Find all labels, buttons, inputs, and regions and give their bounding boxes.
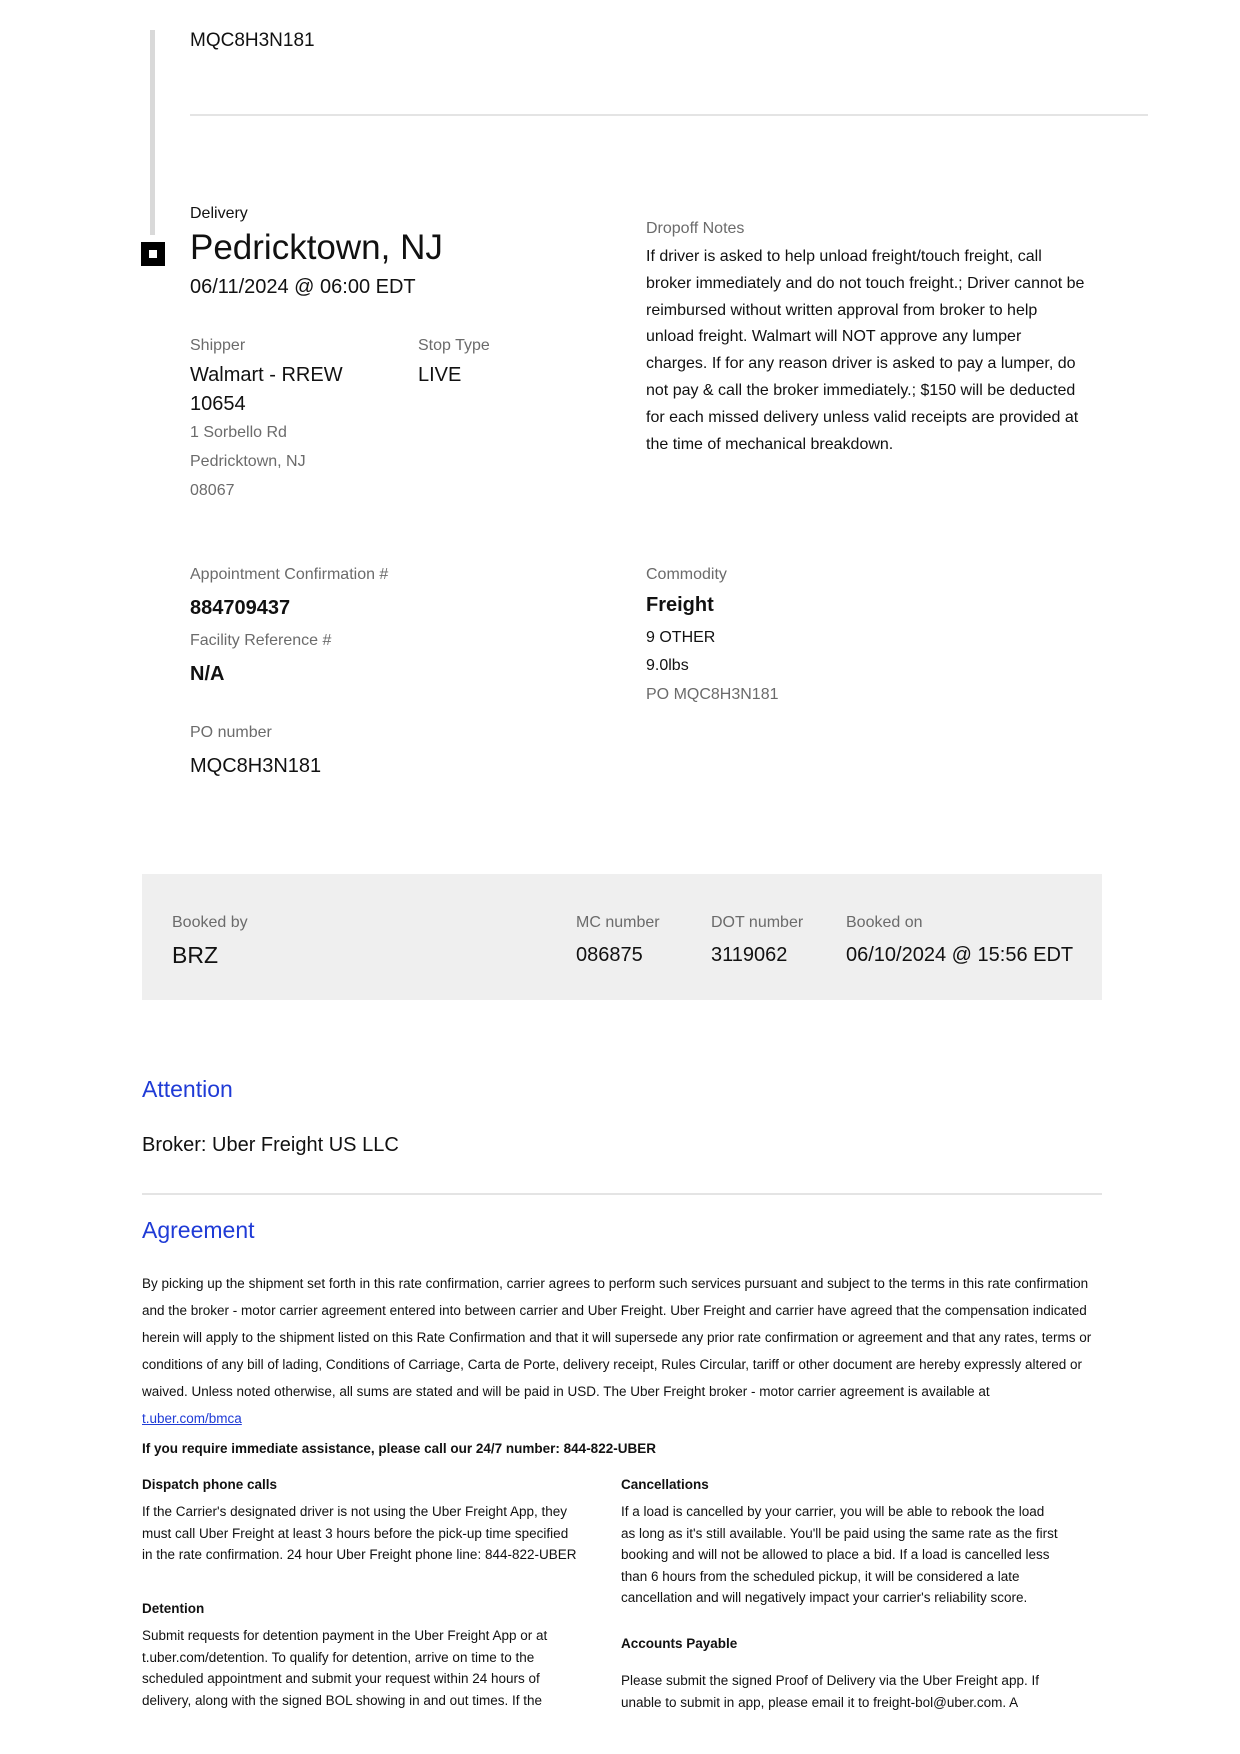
bmca-link[interactable]: t.uber.com/bmca [142, 1411, 242, 1426]
broker-name: Broker: Uber Freight US LLC [142, 1134, 399, 1156]
header-divider [190, 114, 1148, 116]
dispatch-title: Dispatch phone calls [142, 1477, 278, 1492]
cancellations-title: Cancellations [621, 1477, 709, 1492]
appointment-value: 884709437 [190, 597, 291, 619]
po-number-label: PO number [190, 724, 272, 741]
address-line1: 1 Sorbello Rd [190, 424, 287, 441]
appointment-label: Appointment Confirmation # [190, 566, 389, 583]
address-line3: 08067 [190, 482, 235, 499]
agreement-title: Agreement [142, 1217, 255, 1243]
shipper-name-line2: 10654 [190, 393, 246, 415]
dropoff-notes-label: Dropoff Notes [646, 220, 745, 237]
commodity-quantity: 9 OTHER [646, 629, 716, 646]
attention-title: Attention [142, 1076, 233, 1102]
booking-info-panel [142, 874, 1102, 1000]
commodity-po: PO MQC8H3N181 [646, 686, 779, 703]
accounts-payable-title: Accounts Payable [621, 1636, 738, 1651]
dispatch-text: If the Carrier's designated driver is not using the Uber Freight App, they must call Uber Freight at least 3 hours before the pick-up time specified in the rate confirmation. 24 hour Uber Freight phone line: 844-822-UBER [142, 1504, 577, 1562]
detention-title: Detention [142, 1601, 205, 1616]
assistance-line: If you require immediate assistance, please call our 24/7 number: 844-822-UBER [142, 1441, 656, 1456]
commodity-label: Commodity [646, 566, 727, 583]
shipper-name-line1: Walmart - RREW [190, 364, 343, 386]
agreement-body: By picking up the shipment set forth in this rate confirmation, carrier agrees to perform such services pursuant and subject to the terms in this rate confirmation and the broker - motor carrier agreement entered into between carrier and Uber Freight. Uber Freight and carrier have agreed that the compensation indicated herein will apply to the shipment listed on this Rate Confirmation and that it will supersede any prior rate confirmation or agreement and that any rates, terms or conditions of any bill of lading, Conditions of Carriage, Carta de Porte, delivery receipt, Rules Circular, tariff or other document are hereby expressly altered or waived. Unless noted otherwise, all sums are stated and will be paid in USD. The Uber Freight broker - motor carrier agreement is available at [142, 1276, 1092, 1399]
stop-city: Pedricktown, NJ [190, 228, 443, 267]
attention-divider [142, 1193, 1102, 1195]
dot-number-label: DOT number [711, 914, 804, 931]
commodity-weight: 9.0lbs [646, 657, 689, 674]
accounts-payable-text: Please submit the signed Proof of Delivery via the Uber Freight app. If unable to submit in app, please email it to freight-bol@uber.com. A [621, 1673, 1039, 1710]
booked-by-label: Booked by [172, 914, 248, 931]
shipper-label: Shipper [190, 337, 246, 354]
cancellations-text: If a load is cancelled by your carrier, you will be able to rebook the load as long as it's still available. You'll be paid using the same rate as the first booking and will not be allowed to place a bid. If a load is cancelled less than 6 hours from the scheduled pickup, it will be considered a late cancellation and will negatively impact your carrier's reliability score. [621, 1504, 1058, 1605]
stop-type-label: Delivery [190, 205, 248, 222]
address-line2: Pedricktown, NJ [190, 453, 306, 470]
dropoff-notes-text: If driver is asked to help unload freight/touch freight, call broker immediately and do not touch freight.; Driver cannot be reimbursed without written approval from broker to help unload freight. Walmart will NOT approve any lumper charges. If for any reason driver is asked to pay a lumper, do not pay & call the broker immediately.; $150 will be deducted for each missed delivery unless valid receipts are provided at the time of mechanical breakdown. [646, 248, 1085, 453]
mc-number-value: 086875 [576, 944, 643, 966]
dot-number-value: 3119062 [711, 944, 788, 966]
booked-on-value: 06/10/2024 @ 15:56 EDT [846, 944, 1074, 966]
load-id: MQC8H3N181 [190, 30, 315, 51]
booked-on-label: Booked on [846, 914, 923, 931]
mc-number-label: MC number [576, 914, 660, 931]
stop-datetime: 06/11/2024 @ 06:00 EDT [190, 276, 416, 298]
booked-by-value: BRZ [172, 942, 218, 968]
detention-text: Submit requests for detention payment in the Uber Freight App or at t.uber.com/detention. To qualify for detention, arrive on time to the scheduled appointment and submit your request within 24 hours of delivery, along with the signed BOL showing in and out times. If the [142, 1628, 548, 1708]
stop-timeline-line [150, 30, 155, 235]
po-number-value: MQC8H3N181 [190, 755, 322, 777]
commodity-name: Freight [646, 594, 714, 616]
stop-square-icon [141, 242, 165, 266]
facility-reference-label: Facility Reference # [190, 632, 332, 649]
agreement-text [142, 1270, 1092, 1432]
stop-type-value: LIVE [418, 364, 462, 386]
facility-reference-value: N/A [190, 663, 225, 685]
stop-type-field-label: Stop Type [418, 337, 490, 354]
